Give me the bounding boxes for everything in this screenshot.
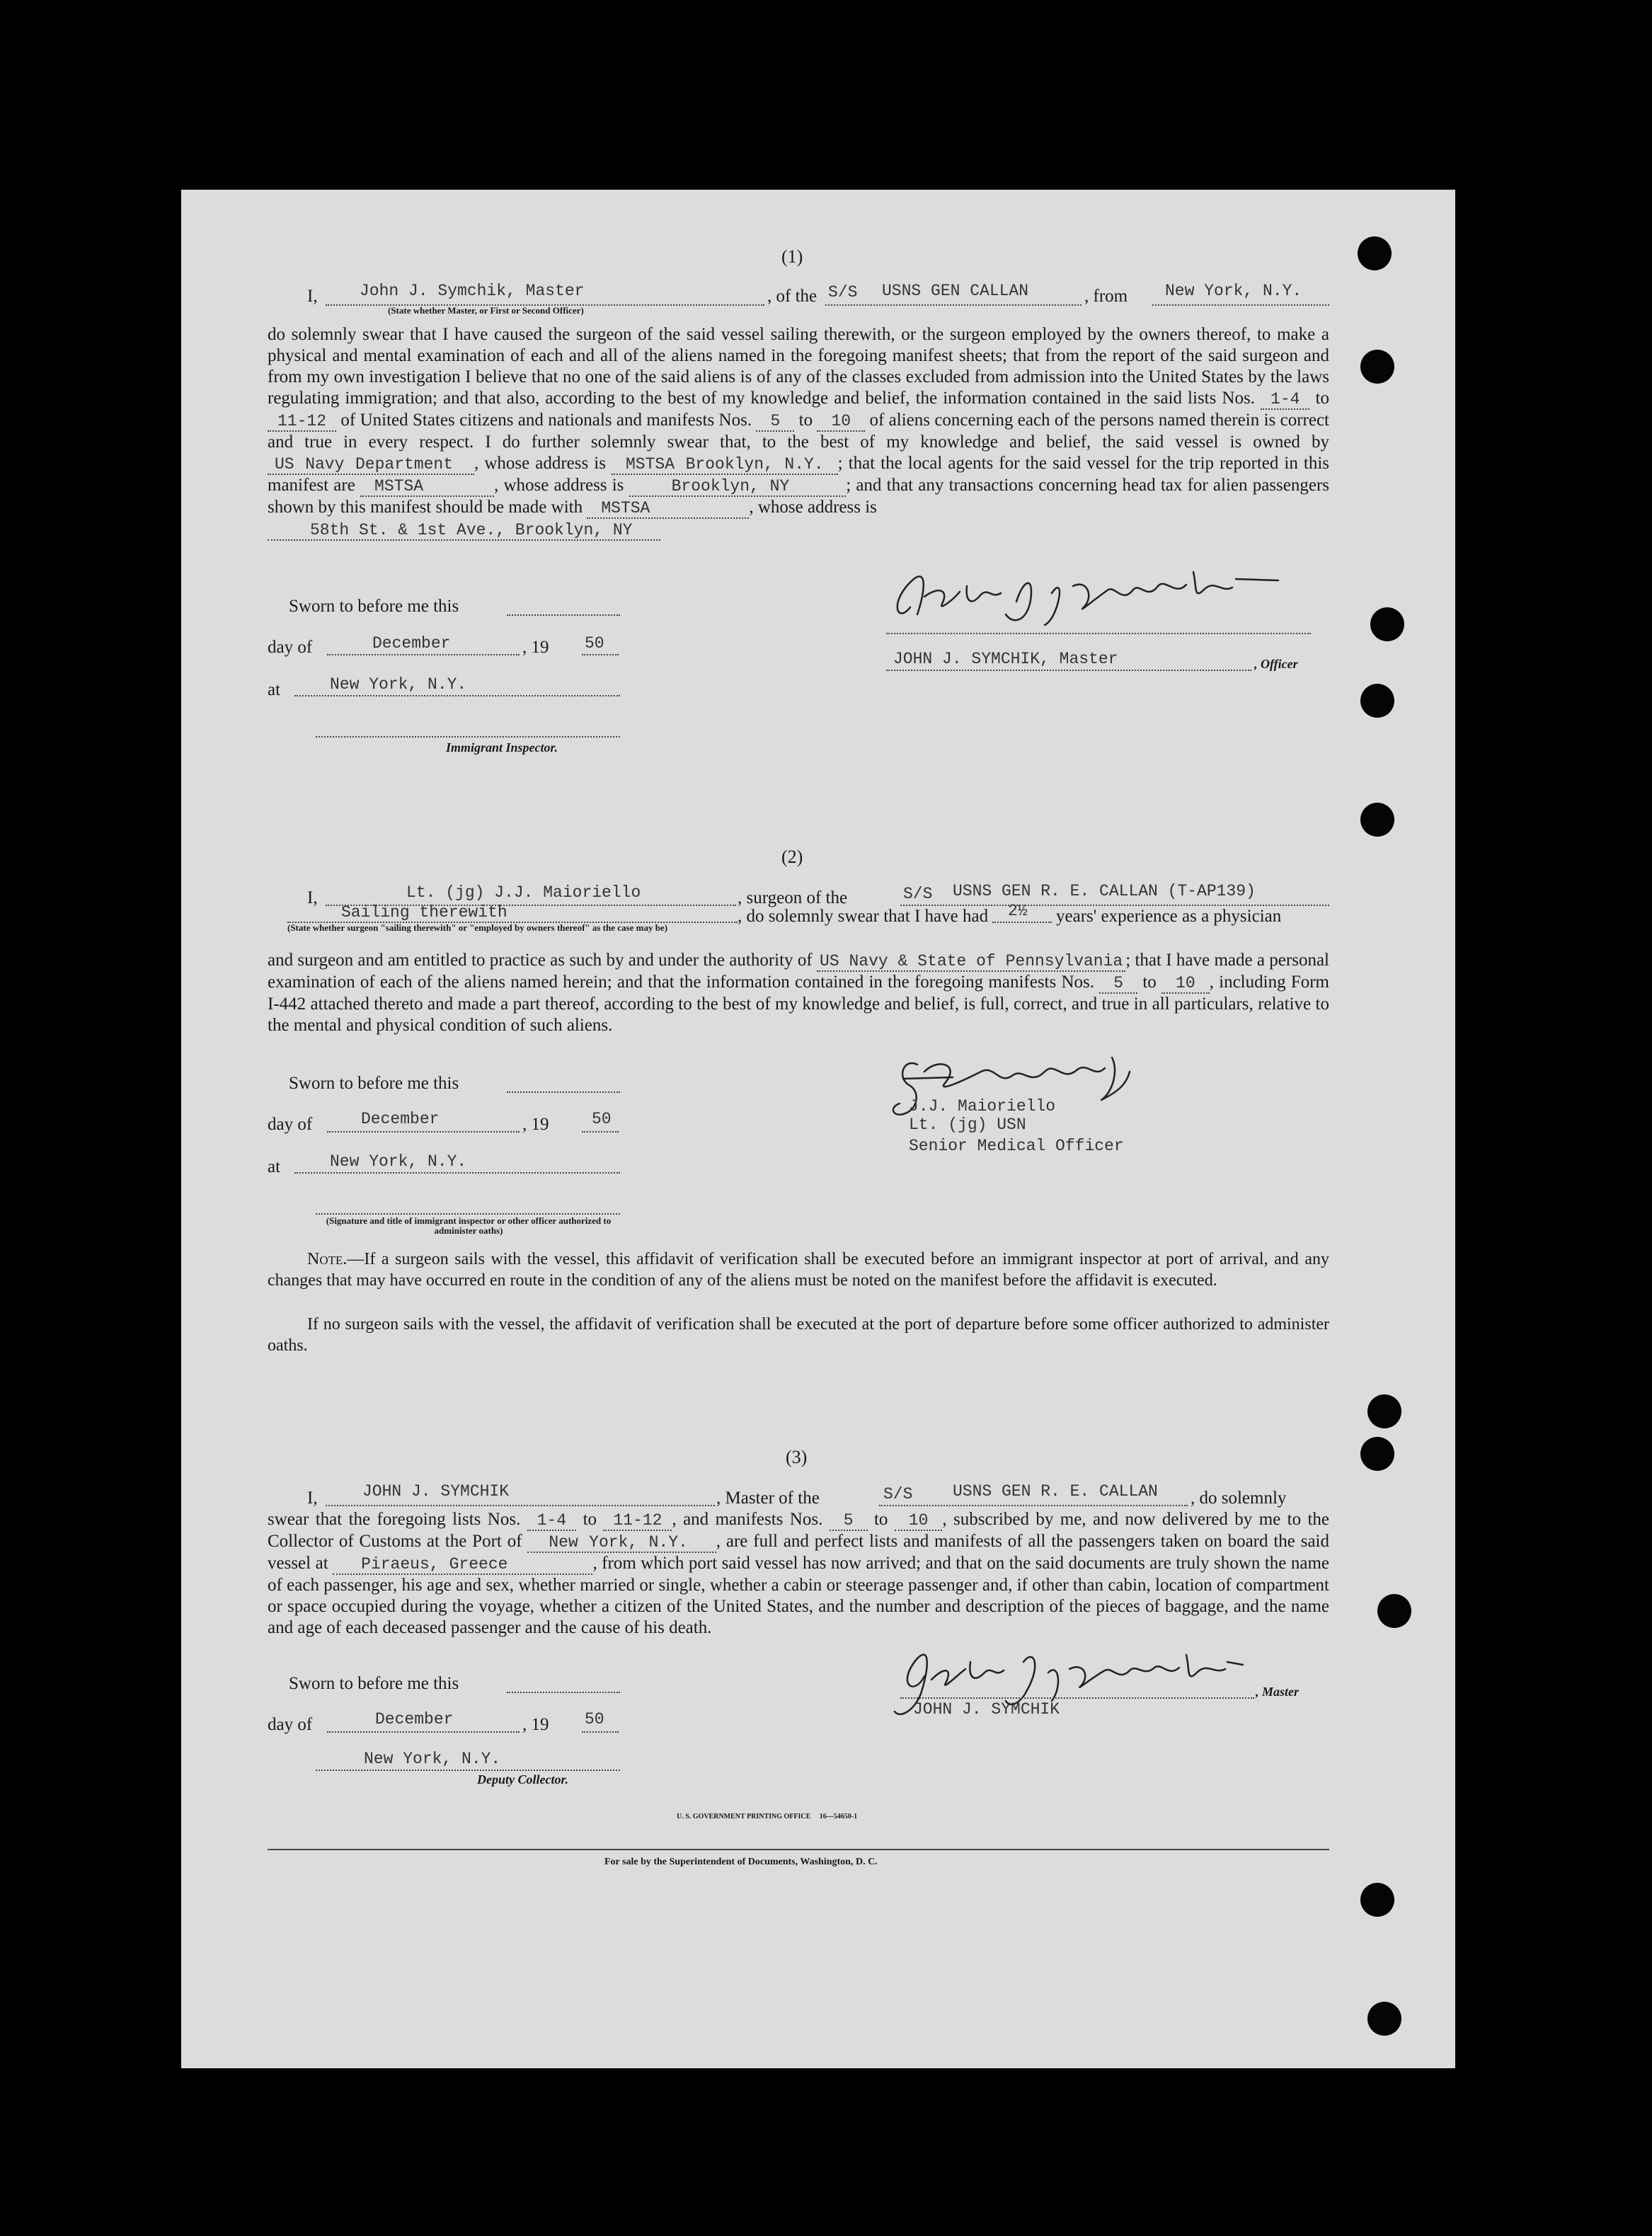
surgeon-signer-name: J.J. Maioriello <box>909 1097 1056 1116</box>
day-of-label: day of <box>268 1715 313 1734</box>
authority: US Navy & State of Pennsylvania <box>817 952 1125 972</box>
punch-hole <box>1367 2002 1401 2036</box>
inspector-caption: (Signature and title of immigrant inspector or other officer authorized to administer oaths) <box>326 1215 612 1236</box>
i-label: I, <box>307 1489 318 1508</box>
master-caption: (State whether Master, or First or Second Officer) <box>388 305 584 316</box>
master-typed-name: JOHN J. SYMCHIK <box>913 1700 1060 1719</box>
oath-paragraph: do solemnly swear that I have caused the surgeon of the said vessel sailing therewith, or the surgeon employed by the owners thereof, to make a physical and mental examination of each and all of the aliens named in the foregoing manifest sheets; that from the report of the said surgeon and from my own investigation I believe that no one of the said aliens is of any of the classes excluded from admission into the United States by the laws regulating immigration; and that also, according to the best of my knowledge and belief, the information contained in the said lists Nos. 1-4 to 11-12 of United States citizens and nationals and manifests Nos. 5 to 10 of aliens concerning each of the persons named therein is correct and true in every respect. I do further solemnly swear that, to the best of my knowledge and belief, the said vessel is owned by US Navy Department , whose address is MSTSA Brooklyn, N.Y. ; that the local agents for the said vessel for the trip reported in this manifest are MSTSA , whose address is Brooklyn, NY ; and that any transactions concerning head tax for alien passengers shown by this manifest should be made with MSTSA , whose address is 58th St. & 1st Ave., Brooklyn, NY <box>268 325 1330 539</box>
punch-hole <box>1370 607 1404 641</box>
manifests-to: 10 <box>1161 974 1210 994</box>
collector-place: New York, N.Y. <box>364 1750 501 1768</box>
swear-text: , do solemnly swear that I have had <box>738 907 989 926</box>
year-prefix: , 19 <box>522 1715 549 1734</box>
master-of-the-label: , Master of the <box>716 1489 820 1508</box>
officer-label: , Officer <box>1254 657 1298 671</box>
punch-hole <box>1358 236 1392 270</box>
document-page <box>181 190 1455 2068</box>
manifests-to: 10 <box>895 1511 943 1531</box>
master-label: , Master <box>1256 1685 1300 1699</box>
punch-hole <box>1360 1437 1394 1471</box>
section-number: (3) <box>786 1447 808 1467</box>
owner-address: MSTSA Brooklyn, N.Y. <box>612 455 838 475</box>
sworn-label: Sworn to before me this <box>289 1674 459 1693</box>
sworn-place: New York, N.Y. <box>330 675 467 694</box>
sworn-month: December <box>372 634 451 653</box>
owner-address-label: , whose address is <box>474 454 606 473</box>
ss-mark: S/S <box>883 1485 913 1503</box>
master-text-e: , from which port said vessel has now arrived; and that on the said documents are truly shown the name of each passenger, his age and sex, whether married or single, whether a cabin or steerage passenger and, if other than cabin, location of compartment or space occupied during the voyage, whether a citizen of the United States, and the number and description of the pieces of baggage, and the name and age of each deceased passenger and the cause of his death. <box>268 1554 1329 1637</box>
master-typed-name: JOHN J. SYMCHIK, Master <box>893 650 1118 668</box>
at-label: at <box>268 1157 281 1176</box>
manifests-from: 5 <box>1099 974 1137 994</box>
surgeon-signer-title: Senior Medical Officer <box>909 1137 1124 1155</box>
years-experience: 2½ <box>1008 902 1028 920</box>
year-prefix: , 19 <box>522 638 549 657</box>
year-prefix: , 19 <box>522 1115 549 1134</box>
ss-mark: S/S <box>903 885 933 903</box>
oath-text: do solemnly swear that I have caused the surgeon of the said vessel sailing therewith, or the surgeon employed by the owners thereof, to make a physical and mental examination of each and all of the aliens named in the foregoing manifest sheets; that from the report of the said surgeon and from my own investigation I believe that no one of the said aliens is of any of the classes excluded from admission into the United States by the laws regulating immigration; and that also, according to the best of my knowledge and belief, the information contained in the said lists Nos. <box>268 325 1329 408</box>
head-tax-text: ; and that any transactions concerning head tax for alien passengers shown by this manifest should be made with <box>268 476 1330 517</box>
surgeon-body-c: , including Form I-442 attached thereto and made a part thereof, according to the best of my knowledge and belief, is full, correct, and true in all particulars, relative to the mental and physical condition of such aliens. <box>268 973 1329 1035</box>
lists-from: 1-4 <box>527 1511 576 1531</box>
agents-address-label: whose address is <box>503 476 624 495</box>
punch-hole <box>1360 684 1394 718</box>
punch-hole <box>1360 1883 1394 1917</box>
punch-hole <box>1377 1594 1411 1628</box>
sworn-label: Sworn to before me this <box>289 597 459 616</box>
aliens-text: of aliens concerning each of the persons named therein is correct and true in every respect. I do further solemnly swear that, to the best of my knowledge and belief, the said vessel is owned by <box>268 411 1329 452</box>
surgeon-name: Lt. (jg) J.J. Maioriello <box>406 883 641 902</box>
master-name: JOHN J. SYMCHIK <box>362 1482 510 1501</box>
ss-mark: S/S <box>828 283 858 302</box>
agents: MSTSA <box>360 477 494 497</box>
of-the-label: , of the <box>767 287 818 306</box>
note-paragraph-2 <box>268 1314 1329 1356</box>
punch-hole <box>1360 803 1394 837</box>
for-sale-notice: For sale by the Superintendent of Documents, Washington, D. C. <box>604 1857 878 1867</box>
master-signature <box>882 558 1307 636</box>
agents-address: Brooklyn, NY <box>629 477 847 497</box>
from-label: , from <box>1084 287 1128 306</box>
port-name: New York, N.Y. <box>1165 282 1302 300</box>
footer-rule <box>268 1849 1329 1850</box>
manifests-from: 5 <box>830 1511 868 1531</box>
master-text-a: swear that the foregoing lists Nos. <box>268 1510 521 1529</box>
master-name: John J. Symchik, Master <box>360 282 585 300</box>
year-suffix: 50 <box>592 1110 612 1128</box>
punch-hole <box>1360 350 1394 384</box>
manifests-from: 5 <box>756 412 794 432</box>
i-label: I, <box>307 287 318 306</box>
note-text-2: If no surgeon sails with the vessel, the affidavit of verification shall be executed at the port of departure before some officer authorized to administer oaths. <box>268 1315 1329 1355</box>
sworn-month: December <box>375 1710 454 1728</box>
master-text-b: , and manifests Nos. <box>672 1510 823 1529</box>
sailing-status: Sailing therewith <box>341 903 507 922</box>
surgeon-body-b: that I have made a personal examination of each of the aliens named herein; and that the information contained in the foregoing manifests Nos. <box>268 951 1330 992</box>
note-text-1: —If a surgeon sails with the vessel, this affidavit of verification shall be executed before an immigrant inspector at port of arrival, and any changes that may have occurred en route in the condition of any of the aliens must be noted on the manifest before the affidavit is executed. <box>268 1250 1329 1290</box>
day-of-label: day of <box>268 1115 313 1134</box>
master-text-c: , subscribed by me, and now delivered by me to the Collector of Customs at the Port of <box>268 1510 1330 1551</box>
punch-hole <box>1367 1394 1401 1428</box>
head-tax-address-label: , whose address is <box>749 498 877 517</box>
vessel-name: USNS GEN CALLAN <box>882 282 1029 300</box>
lists-to: 11-12 <box>268 412 336 432</box>
note-paragraph <box>268 1249 1329 1291</box>
citizens-text: of United States citizens and nationals and manifests Nos. <box>340 411 752 430</box>
surgeon-body-a: and surgeon and am entitled to practice as such by and under the authority of <box>268 951 813 970</box>
years-text: years' experience as a physician <box>1056 907 1282 926</box>
section-number: (1) <box>781 246 803 267</box>
head-tax-address: 58th St. & 1st Ave., Brooklyn, NY <box>268 521 660 541</box>
section-number: (2) <box>781 847 803 867</box>
owner: US Navy Department <box>268 455 474 475</box>
master-paragraph: swear that the foregoing lists Nos. 1-4 to 11-12 , and manifests Nos. 5 to 10 , subscribed by me, and now delivered by me to the Collector of Customs at the Port of New York, N.Y. , are full and perfect lists and manifests of all the passengers taken on board the said vessel at Piraeus, Greece , from which port said vessel has now arrived; and that on the said documents are truly shown the name of each passenger, his age and sex, whether married or single, whether a cabin or steerage passenger and, if other than cabin, location of compartment or space occupied during the voyage, whether a citizen of the United States, and the number and description of the pieces of baggage, and the name and age of each deceased passenger and the cause of his death. <box>268 1510 1330 1637</box>
vessel-name: USNS GEN R. E. CALLAN (T-AP139) <box>953 882 1256 900</box>
lists-from: 1-4 <box>1261 390 1309 410</box>
sworn-label: Sworn to before me this <box>289 1074 459 1093</box>
day-of-label: day of <box>268 638 313 657</box>
master-text-d: , are full and perfect lists and manifests of all the passengers taken on board the said vessel at <box>268 1532 1329 1573</box>
agents-text: that the local agents for the said vessel for the trip reported in this manifest are <box>268 454 1330 495</box>
solemnly-label: , do solemnly <box>1191 1489 1287 1508</box>
surgeon-signer-rank: Lt. (jg) USN <box>909 1116 1026 1134</box>
year-suffix: 50 <box>585 634 604 653</box>
collector-port: New York, N.Y. <box>527 1533 716 1553</box>
head-tax-party: MSTSA <box>587 499 749 519</box>
sworn-place: New York, N.Y. <box>330 1152 467 1171</box>
i-label: I, <box>307 888 318 907</box>
lists-to: 11-12 <box>603 1511 672 1531</box>
printing-office: U. S. GOVERNMENT PRINTING OFFICE 16—54650-1 <box>677 1813 858 1821</box>
sworn-month: December <box>361 1110 440 1128</box>
surgeon-of-the-label: , surgeon of the <box>738 888 848 907</box>
sailing-caption: (State whether surgeon "sailing therewith" or "employed by owners thereof" as the case may be) <box>287 922 668 933</box>
departure-port: Piraeus, Greece <box>333 1555 592 1575</box>
year-suffix: 50 <box>585 1710 604 1728</box>
inspector-caption: Immigrant Inspector. <box>446 740 558 755</box>
note-label: Note. <box>307 1250 348 1268</box>
manifests-to: 10 <box>817 412 865 432</box>
collector-caption: Deputy Collector. <box>477 1772 568 1787</box>
vessel-name: USNS GEN R. E. CALLAN <box>953 1482 1158 1501</box>
at-label: at <box>268 680 281 699</box>
surgeon-paragraph: and surgeon and am entitled to practice as such by and under the authority of US Navy & State of Pennsylvania ; that I have made a personal examination of each of the aliens named herein; and that the information contained in the foregoing manifests Nos. 5 to 10 , including Form I-442 attached thereto and made a part thereof, according to the best of my knowledge and belief, is full, correct, and true in all particulars, relative to the mental and physical condition of such aliens. <box>268 951 1330 1035</box>
